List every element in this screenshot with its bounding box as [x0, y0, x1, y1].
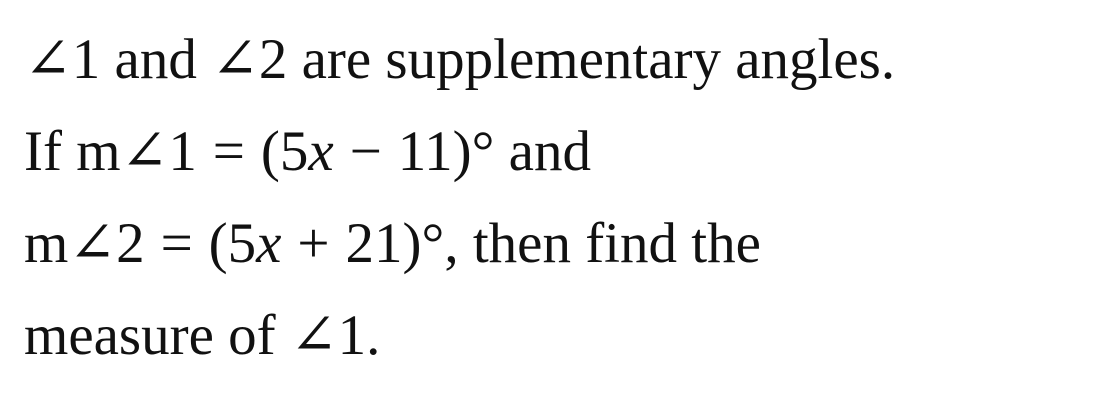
angle-1-symbol: ∠1 [289, 304, 367, 367]
angle-1-measure-label: m∠1 [76, 120, 197, 183]
angle-2-measure-label: m∠2 [24, 212, 145, 275]
expression-value: 21)° [345, 212, 445, 275]
minus-sign: − [349, 120, 382, 183]
line-4-suffix: . [366, 304, 381, 367]
equals-sign: = [160, 212, 193, 275]
angle-2-symbol: ∠2 [211, 28, 288, 91]
plus-sign: + [297, 212, 330, 275]
line-3-suffix: , then find the [444, 212, 761, 275]
variable-x: x [308, 120, 334, 183]
line-2-suffix: and [494, 120, 591, 183]
equals-sign: = [212, 120, 245, 183]
line-1-text-b: are supplementary angles. [287, 28, 896, 91]
line-2-prefix: If [24, 120, 77, 183]
line-4-prefix: measure of [24, 304, 290, 367]
expression-open: (5 [260, 120, 309, 183]
variable-x: x [256, 212, 282, 275]
problem-line-1 [24, 14, 1104, 106]
problem-line-2 [24, 106, 1104, 198]
problem-line-4 [24, 290, 1104, 382]
problem-statement [24, 14, 1104, 382]
angle-1-symbol: ∠1 [24, 28, 101, 91]
expression-value: 11)° [397, 120, 495, 183]
line-1-text-a: and [100, 28, 212, 91]
problem-line-3 [24, 198, 1104, 290]
expression-open: (5 [208, 212, 257, 275]
